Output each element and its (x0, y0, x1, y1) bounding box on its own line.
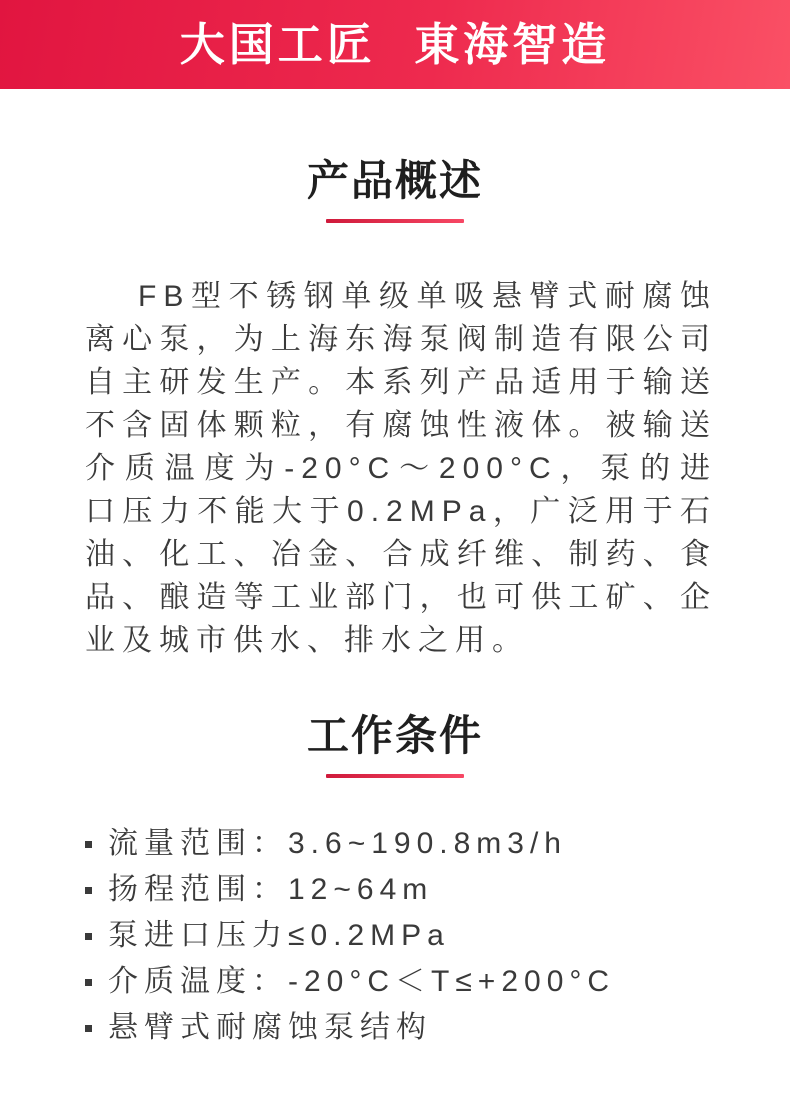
bullet-dot-icon (85, 979, 92, 986)
overview-paragraph: FB型不锈钢单级单吸悬臂式耐腐蚀离心泵，为上海东海泵阀制造有限公司自主研发生产。本系列产品适用于输送不含固体颗粒，有腐蚀性液体。被输送介质温度为-20°C～200°C，泵的进口压力不能大于0.2MPa，广泛用于石油、化工、冶金、合成纤维、制药、食品、酿造等工业部门，也可供工矿、企业及城市供水、排水之用。 (85, 280, 717, 657)
overview-section-title: 产品概述 (306, 157, 483, 204)
hero-banner (0, 0, 790, 89)
list-item-text: 扬程范围：12~64m (108, 873, 434, 906)
list-item (85, 966, 740, 998)
bullet-dot-icon (85, 841, 92, 848)
list-item (85, 828, 740, 860)
bullet-dot-icon (85, 933, 92, 940)
list-item-text: 流量范围：3.6~190.8m3/h (108, 827, 567, 860)
list-item-text: 介质温度：-20°C＜T≤+200°C (108, 965, 616, 998)
bullet-dot-icon (85, 1025, 92, 1032)
conditions-section-title: 工作条件 (306, 712, 483, 759)
conditions-title-underline (326, 774, 464, 778)
conditions-list (0, 828, 790, 1044)
section-overview (0, 89, 790, 662)
list-item (85, 920, 740, 952)
list-item-text: 泵进口压力≤0.2MPa (108, 919, 450, 952)
list-item (85, 874, 740, 906)
list-item (85, 1012, 740, 1044)
overview-title-underline (326, 219, 464, 223)
list-item-text: 悬臂式耐腐蚀泵结构 (108, 1011, 432, 1044)
section-conditions (0, 662, 790, 1044)
bullet-dot-icon (85, 887, 92, 894)
banner-title: 大国工匠 東海智造 (179, 19, 611, 70)
